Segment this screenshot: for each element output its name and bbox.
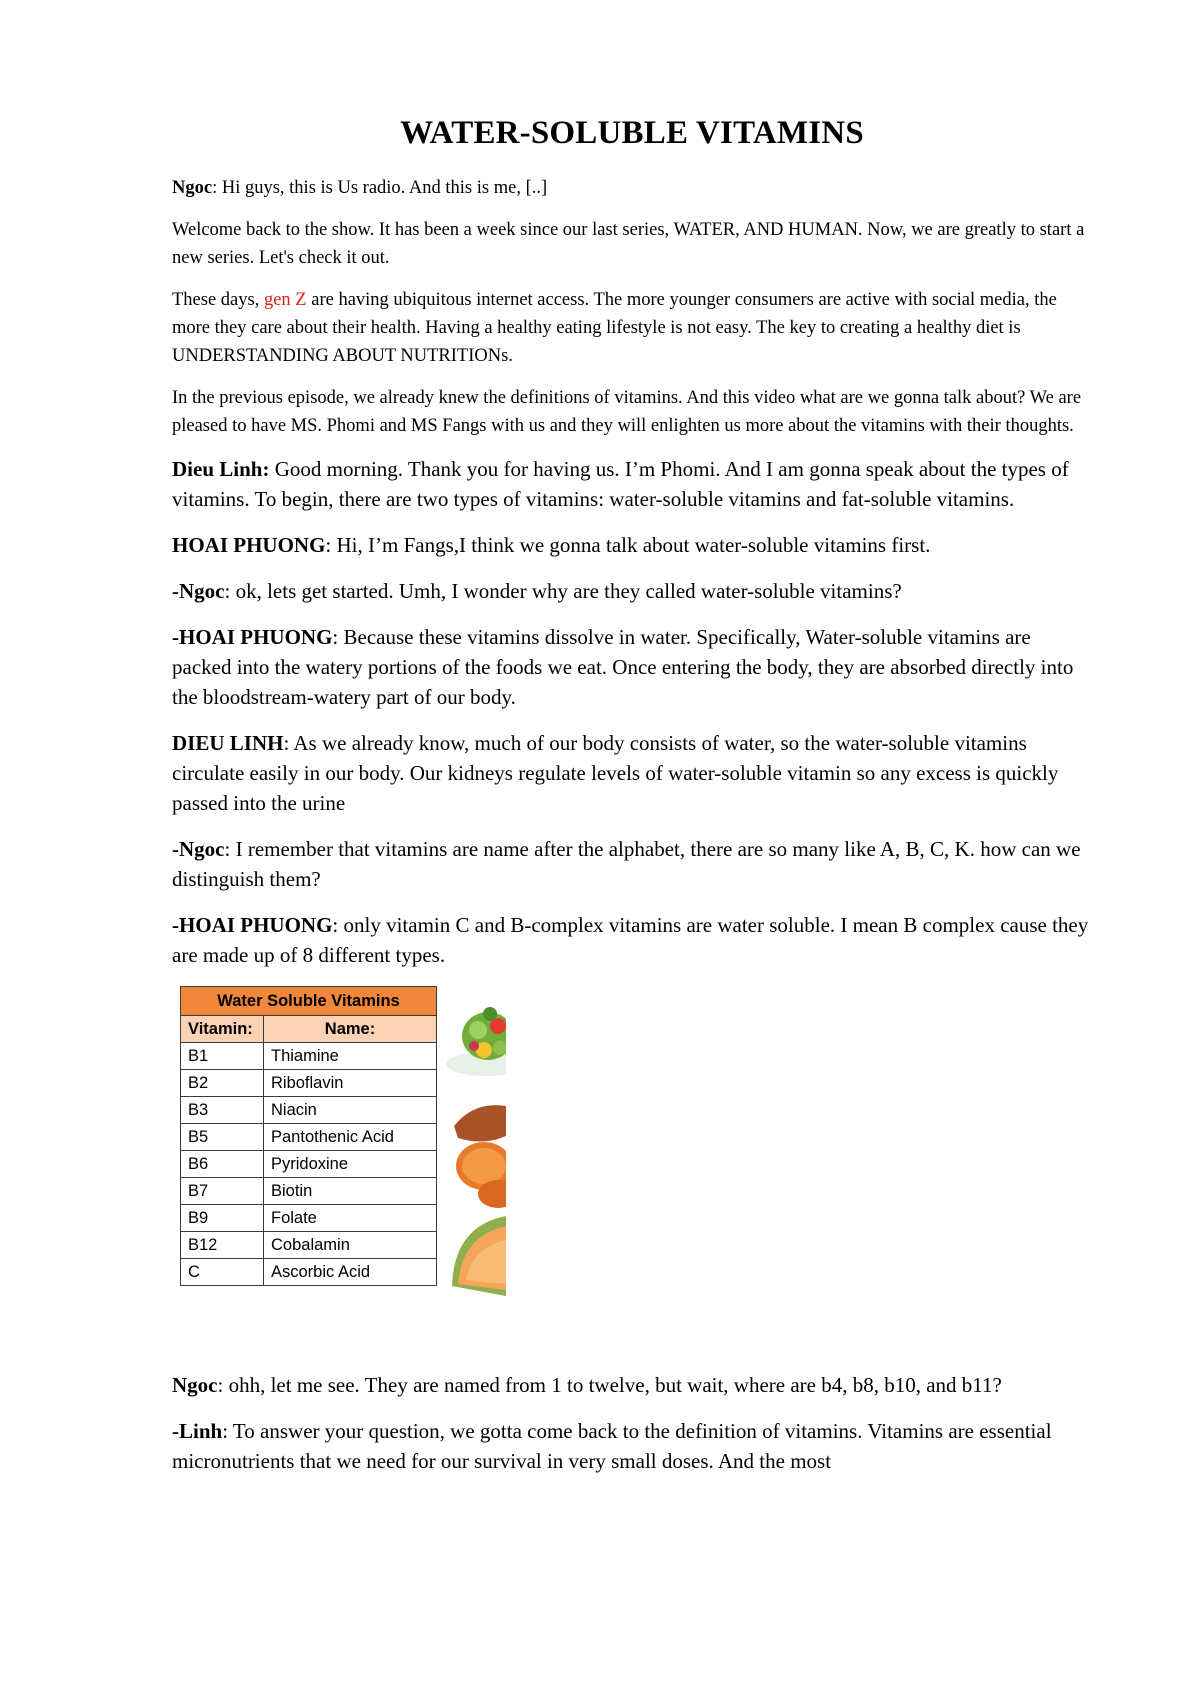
paragraph-text: ok, lets get started. Umh, I wonder why are they called water-soluble vitamins? (235, 579, 902, 603)
paragraph-text: Because these vitamins dissolve in water. Specifically, Water-soluble vitamins are packed into the watery portions of the foods we eat. Once entering the body, they are absorbed directly into the bloodstream-watery part of our body. (172, 625, 1074, 709)
table-row: B12 Cobalamin (181, 1232, 437, 1259)
table-row: B5 Pantothenic Acid (181, 1124, 437, 1151)
vitamin-table (180, 986, 437, 1286)
speaker-name: -Ngoc (172, 579, 225, 603)
paragraph-text: Hi, I’m Fangs,I think we gonna talk about water-soluble vitamins first. (336, 533, 931, 557)
paragraph: Ngoc: ohh, let me see. They are named from 1 to twelve, but wait, where are b4, b8, b10, and b11? (172, 1373, 1002, 1397)
speaker-name: -Ngoc (172, 837, 225, 861)
food-images (444, 986, 506, 1304)
table-row: B2 Riboflavin (181, 1070, 437, 1097)
paragraph-text: Hi guys, this is Us radio. And this is me, [..] (221, 178, 548, 198)
paragraph: HOAI PHUONG: Hi, I’m Fangs,I think we gonna talk about water-soluble vitamins first. (172, 533, 931, 557)
paragraph-text: are having ubiquitous internet access. The more younger consumers are active with social media, the more they care about their health. Having a healthy eating lifestyle is not easy. The key to creating a healthy diet is UNDERSTANDING ABOUT NUTRITIONs. (172, 290, 1057, 366)
table-row: B7 Biotin (181, 1178, 437, 1205)
paragraph: -Ngoc: I remember that vitamins are name after the alphabet, there are so many like A, B, C, K. how can we distinguish them? (172, 837, 1081, 891)
paragraph-text: Good morning. Thank you for having us. I’m Phomi. And I am gonna speak about the types of vitamins. To begin, there are two types of vitamins: water-soluble vitamins and fat-soluble vitamins. (172, 457, 1069, 511)
paragraph-text: In the previous episode, we already knew the definitions of vitamins. And this video what are we gonna talk about? We are pleased to have MS. Phomi and MS Fangs with us and they will enlighten us more about the vitamins with their thoughts. (172, 388, 1082, 436)
highlight-text: gen Z (263, 290, 307, 310)
column-header: Name: (264, 1016, 437, 1043)
table-row: B3 Niacin (181, 1097, 437, 1124)
table-row: B9 Folate (181, 1205, 437, 1232)
table-row: B1 Thiamine (181, 1043, 437, 1070)
paragraph (172, 216, 1092, 272)
vitamin-figure (180, 986, 1092, 1346)
speaker-name: -HOAI PHUONG (172, 913, 333, 937)
speaker-name: -Linh (172, 1419, 223, 1443)
speaker-name: HOAI PHUONG (172, 533, 326, 557)
paragraph-text: only vitamin C and B-complex vitamins are water soluble. I mean B complex cause they are made up of 8 different types. (172, 913, 1089, 967)
paragraph: -Linh: To answer your question, we gotta come back to the definition of vitamins. Vitamins are essential micronutrients that we need for our survival in very small doses. And the most (172, 1419, 1052, 1473)
table-row: C Ascorbic Acid (181, 1259, 437, 1286)
salad-bowl-icon (446, 1007, 506, 1076)
sweet-potato-icon (454, 1105, 506, 1208)
speaker-name: Ngoc (172, 1373, 218, 1397)
column-header: Vitamin: (181, 1016, 264, 1043)
paragraph: -HOAI PHUONG: Because these vitamins dissolve in water. Specifically, Water-soluble vitamins are packed into the watery portions of the foods we eat. Once entering the body, they are absorbed directly into the bloodstream-watery part of our body. (172, 625, 1074, 709)
paragraph-text: Welcome back to the show. It has been a week since our last series, WATER, AND HUMAN. Now, we are greatly to start a new series. Let's check it out. (172, 220, 1085, 268)
speaker-name: Ngoc (172, 178, 213, 198)
document-body (172, 115, 1092, 1492)
paragraph (172, 384, 1092, 440)
paragraph: Ngoc: Hi guys, this is Us radio. And this is me, [..] (172, 178, 548, 198)
paragraph (172, 454, 1092, 514)
table-title: Water Soluble Vitamins (181, 987, 437, 1016)
table-row: B6 Pyridoxine (181, 1151, 437, 1178)
food-photo-strip (444, 986, 506, 1304)
speaker-name: -HOAI PHUONG (172, 625, 333, 649)
paragraph-text: I remember that vitamins are name after the alphabet, there are so many like A, B, C, K. how can we distinguish them? (172, 837, 1081, 891)
paragraph: DIEU LINH: As we already know, much of our body consists of water, so the water-soluble vitamins circulate easily in our body. Our kidneys regulate levels of water-soluble vitamin so any excess is quickly passed into the urine (172, 731, 1059, 815)
paragraph: These days, gen Z are having ubiquitous internet access. The more younger consumers are active with social media, the more they care about their health. Having a healthy eating lifestyle is not easy. The key to creating a healthy diet is UNDERSTANDING ABOUT NUTRITIONs. (172, 290, 1057, 366)
table-header-row (181, 1016, 437, 1043)
page-title: WATER-SOLUBLE VITAMINS (400, 115, 864, 151)
speaker-name: Dieu Linh: (172, 457, 270, 481)
cantaloupe-icon (452, 1216, 506, 1296)
paragraph-text: To answer your question, we gotta come back to the definition of vitamins. Vitamins are essential micronutrients that we need for our survival in very small doses. And the most (172, 1419, 1052, 1473)
paragraph: -HOAI PHUONG: only vitamin C and B-complex vitamins are water soluble. I mean B complex cause they are made up of 8 different types. (172, 913, 1089, 967)
paragraph-text: As we already know, much of our body consists of water, so the water-soluble vitamins circulate easily in our body. Our kidneys regulate levels of water-soluble vitamin so any excess is quickly passed into the urine (172, 731, 1059, 815)
paragraph: -Ngoc: ok, lets get started. Umh, I wonder why are they called water-soluble vitamins? (172, 579, 902, 603)
speaker-name: DIEU LINH (172, 731, 284, 755)
paragraph-text: ohh, let me see. They are named from 1 to twelve, but wait, where are b4, b8, b10, and b11? (228, 1373, 1002, 1397)
